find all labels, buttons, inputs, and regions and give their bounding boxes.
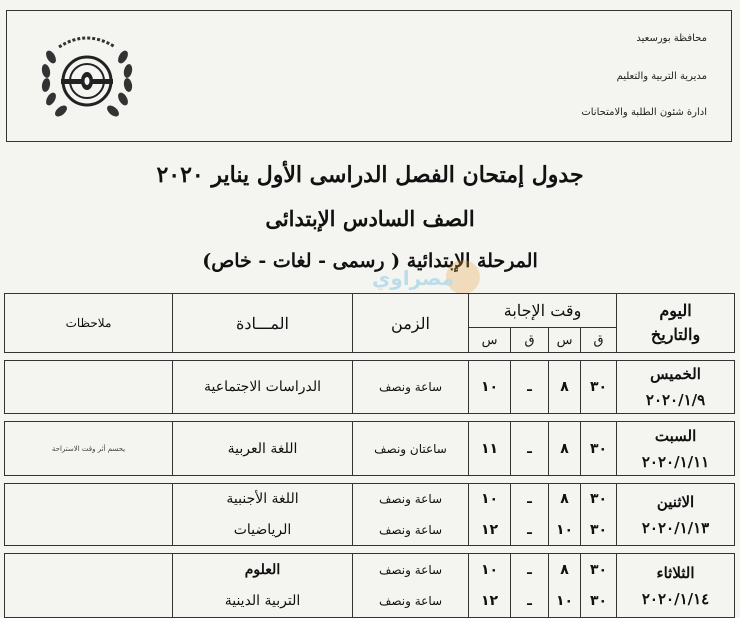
day-cell [617,361,735,414]
start-hour-value: ٨ [560,491,569,508]
note-cell [5,361,173,414]
letterhead-box [6,10,732,142]
duration-cell: ساعتان ونصف [353,422,469,476]
hours-header: س [549,328,581,353]
department-label: ادارة شئون الطلبة والامتحانات [581,107,707,118]
end-minutes-value: ـ [527,561,532,578]
start-hour: ٨ [549,422,581,476]
schedule-title: جدول إمتحان الفصل الدراسى الأول يناير ٢٠٢٠ [156,162,584,188]
exam-date: ٢٠٢٠/١/٩ [645,391,706,409]
day-header-text: اليوم [659,301,692,320]
exam-date: ٢٠٢٠/١/١٤ [641,589,710,608]
subject-cell [173,554,353,618]
start-hour-value: ٨ [560,561,569,578]
subject-cell: الدراسات الاجتماعية [173,361,353,414]
notes-header: ملاحظات [5,294,173,353]
start-hour [549,484,581,546]
start-minutes: ٣٠ [581,422,617,476]
end-minutes-value: ـ [527,593,532,610]
day-cell [617,422,735,476]
day-name: الاثنين [656,492,695,511]
stage-title: المرحلة الإبتدائية ( رسمى - لغات - خاص) [202,250,538,272]
subject-cell [173,484,353,546]
subject-value: اللغة الأجنبية [226,491,299,508]
day-cell [617,554,735,618]
day-cell [617,484,735,546]
day-name: الخميس [650,365,701,383]
table-row [5,361,735,414]
day-date-header [617,294,735,353]
end-minutes: ـ [511,422,549,476]
start-hour-value: ١٠ [556,521,574,538]
exam-schedule-table [4,293,735,618]
start-minutes-value: ٣٠ [590,593,608,610]
grade-title: الصف السادس الإبتدائى [265,206,475,231]
start-minutes [581,554,617,618]
end-minutes-value: ـ [527,491,532,508]
end-hour-value: ١٢ [480,593,499,610]
exam-date: ٢٠٢٠/١/١١ [641,452,710,471]
end-hour-value: ١٢ [480,521,499,538]
end-hour-value: ١٠ [480,561,499,578]
answer-time-header: وقت الإجابة [469,294,617,328]
note-cell [5,484,173,546]
subject-value: التربية الدينية [224,593,301,610]
start-minutes-value: ٣٠ [590,561,608,578]
end-hour [469,484,511,546]
subject-value: الرياضيات [233,521,292,538]
note-cell [5,554,173,618]
duration-cell: ساعة ونصف [353,361,469,414]
table-row [5,484,735,546]
start-hour [549,554,581,618]
start-hour: ٨ [549,361,581,414]
start-minutes [581,484,617,546]
duration-value: ساعة ونصف [378,492,443,507]
date-header-text: والتاريخ [650,325,701,344]
directorate-label: مديرية التربية والتعليم [616,71,707,82]
subject-cell: اللغة العربية [173,422,353,476]
subject-value: العلوم [244,561,281,578]
day-name: السبت [654,426,697,445]
end-hour-value: ١٠ [480,491,499,508]
minutes-header: ق [581,328,617,353]
end-hour [469,554,511,618]
end-minutes: ـ [511,361,549,414]
start-minutes-value: ٣٠ [590,491,608,508]
duration-cell [353,484,469,546]
end-hour: ١١ [469,422,511,476]
subject-header: المـــادة [173,294,353,353]
exam-date: ٢٠٢٠/١/١٣ [641,518,710,537]
watermark-text: مصراوي [372,266,455,290]
start-hour-value: ١٠ [556,593,574,610]
table-row [5,554,735,618]
day-name: الثلاثاء [656,563,695,582]
hours-header: س [469,328,511,353]
end-minutes [511,554,549,618]
note-cell: يحسم أثر وقت الاستراحة [5,422,173,476]
table-row [5,422,735,476]
governorate-label: محافظة بورسعيد [636,33,707,44]
start-minutes-value: ٣٠ [590,521,608,538]
duration-value: ساعة ونصف [378,562,443,577]
end-minutes [511,484,549,546]
start-minutes: ٣٠ [581,361,617,414]
ministry-emblem-icon [37,27,137,127]
duration-cell [353,554,469,618]
end-hour: ١٠ [469,361,511,414]
duration-header: الزمن [353,294,469,353]
minutes-header: ق [511,328,549,353]
duration-value: ساعة ونصف [378,522,443,537]
end-minutes-value: ـ [527,521,532,538]
duration-value: ساعة ونصف [378,594,443,609]
